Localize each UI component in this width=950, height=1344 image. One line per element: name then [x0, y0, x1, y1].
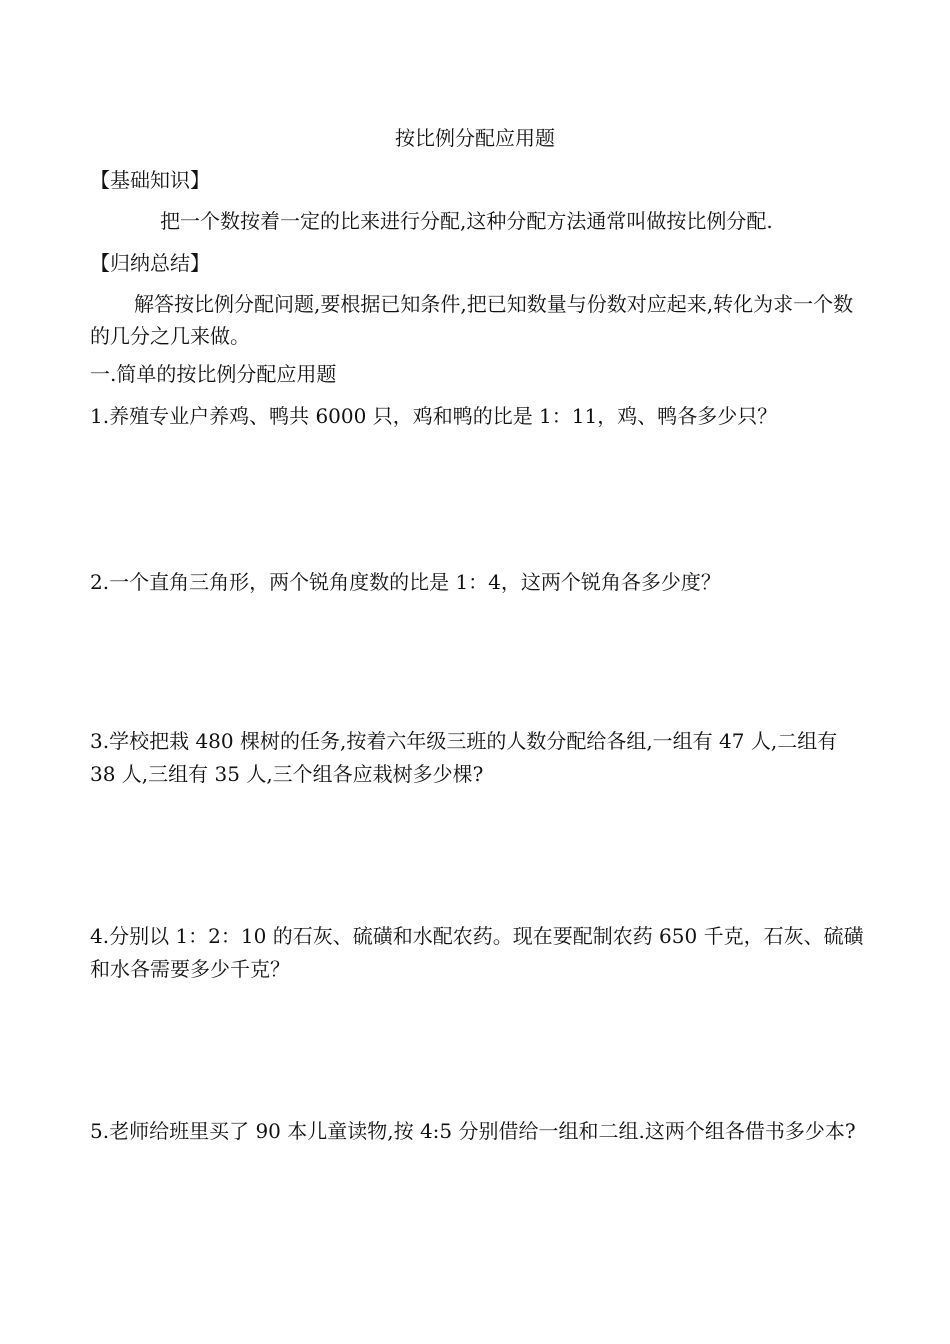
document-title: 按比例分配应用题: [395, 126, 555, 150]
question-2: 2.一个直角三角形，两个锐角度数的比是 1：4，这两个锐角各多少度？: [90, 570, 721, 594]
question-3: 3.学校把栽 480 棵树的任务,按着六年级三班的人数分配给各组,一组有 47 人,二组有 38 人,三组有 35 人,三个组各应栽树多少棵?: [90, 729, 838, 786]
question-4: 4.分别以 1：2：10 的石灰、硫磺和水配农药。现在要配制农药 650 千克，石灰、硫磺和水各需要多少千克？: [90, 924, 864, 981]
question-5: 5.老师给班里买了 90 本儿童读物,按 4:5 分别借给一组和二组.这两个组各借书多少本?: [90, 1119, 856, 1143]
basic-knowledge-heading: 【基础知识】: [90, 168, 210, 192]
summary-text: 解答按比例分配问题,要根据已知条件,把已知数量与份数对应起来,转化为求一个数的几分之几来做。: [90, 292, 854, 348]
summary-heading: 【归纳总结】: [90, 251, 210, 275]
part-heading: 一.简单的按比例分配应用题: [90, 362, 337, 386]
question-1: 1.养殖专业户养鸡、鸭共 6000 只，鸡和鸭的比是 1：11，鸡、鸭各多少只？: [90, 404, 778, 428]
basic-knowledge-text: 把一个数按着一定的比来进行分配,这种分配方法通常叫做按比例分配.: [160, 209, 773, 233]
